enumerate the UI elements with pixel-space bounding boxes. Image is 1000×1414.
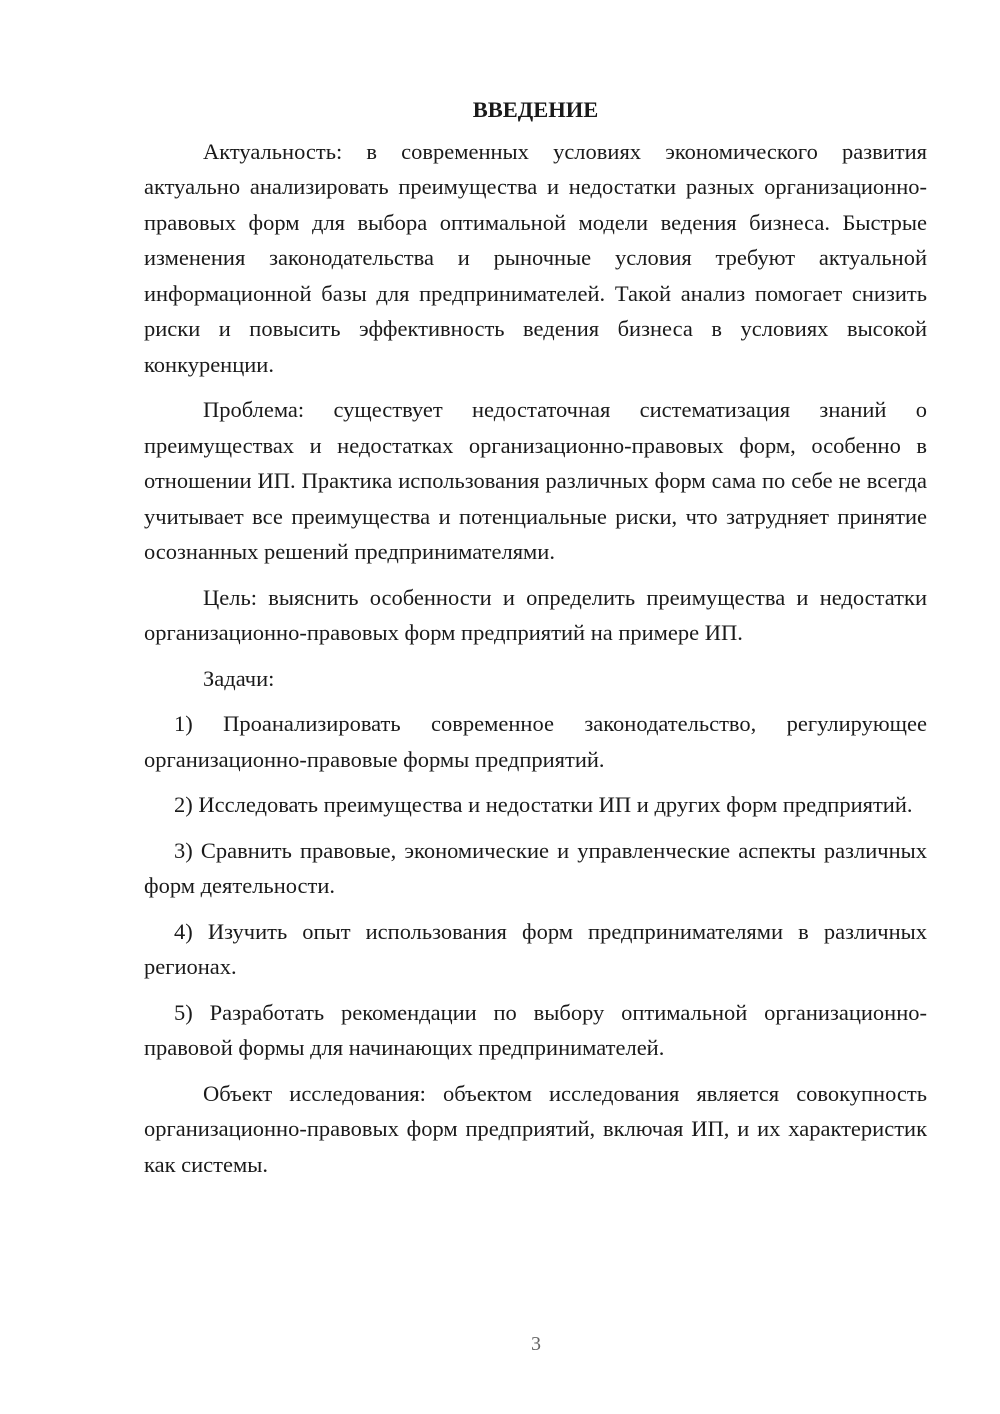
tasks-label: Задачи:: [203, 665, 275, 691]
task-item-2: 2) Исследовать преимущества и недостатки ИП и других форм предприятий.: [174, 792, 913, 817]
object-paragraph: Объект исследования: объектом исследования является совокупность организационно-правовых форм предприятий, включая ИП, и их характеристик как системы.: [144, 1080, 927, 1177]
relevance-paragraph: Актуальность: в современных условиях экономического развития актуально анализировать преимущества и недостатки разных организационно-правовых форм для выбора оптимальной модели ведения бизнеса. Быстрые изменения законодательства и рыночные условия требуют актуальной информационной базы для предпринимателей. Такой анализ помогает снизить риски и повысить эффективность ведения бизнеса в условиях высокой конкуренции.: [144, 138, 927, 377]
task-item-5: 5) Разработать рекомендации по выбору оптимальной организационно-правовой формы для начинающих предпринимателей.: [144, 999, 927, 1060]
task-item-4: 4) Изучить опыт использования форм предпринимателями в различных регионах.: [144, 918, 927, 979]
page-content: [144, 92, 927, 1192]
task-item-1: 1) Проанализировать современное законодательство, регулирующее организационно-правовые формы предприятий.: [144, 711, 927, 772]
problem-paragraph: Проблема: существует недостаточная систематизация знаний о преимуществах и недостатках организационно-правовых форм, особенно в отношении ИП. Практика использования различных форм сама по себе не всегда учитывает все преимущества и потенциальные риски, что затрудняет принятие осознанных решений предпринимателями.: [144, 397, 927, 564]
goal-paragraph: Цель: выяснить особенности и определить преимущества и недостатки организационно-правовых форм предприятий на примере ИП.: [144, 584, 927, 645]
page-number: 3: [531, 1333, 541, 1355]
section-heading: ВВЕДЕНИЕ: [472, 97, 599, 122]
task-item-3: 3) Сравнить правовые, экономические и управленческие аспекты различных форм деятельности.: [144, 837, 927, 898]
